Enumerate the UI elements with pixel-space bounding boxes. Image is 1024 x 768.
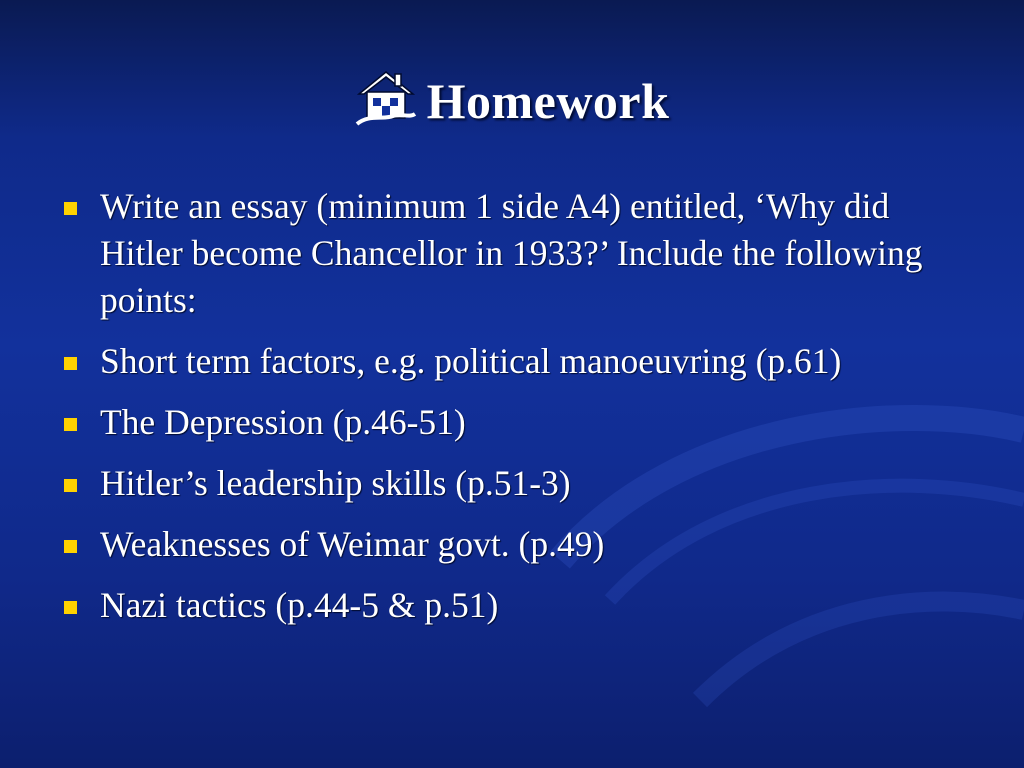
bullet-text: Weaknesses of Weimar govt. (p.49) xyxy=(100,524,605,564)
square-bullet-icon xyxy=(64,479,77,492)
bullet-text: Write an essay (minimum 1 side A4) entitled, ‘Why did Hitler become Chancellor in 1933?’ Include the following points: xyxy=(100,186,923,320)
square-bullet-icon xyxy=(64,202,77,215)
slide-title-text: Homework xyxy=(426,73,670,129)
bullet-item xyxy=(62,460,962,507)
bullet-text: The Depression (p.46-51) xyxy=(100,402,466,442)
bullet-item xyxy=(62,521,962,568)
house-icon xyxy=(355,66,417,126)
bullet-item xyxy=(62,183,962,324)
square-bullet-icon xyxy=(64,357,77,370)
square-bullet-icon xyxy=(64,601,77,614)
bullet-item xyxy=(62,582,962,629)
slide-title xyxy=(0,66,1024,130)
bullet-list xyxy=(62,183,962,643)
bullet-text: Short term factors, e.g. political manoeuvring (p.61) xyxy=(100,341,842,381)
bullet-item xyxy=(62,399,962,446)
bullet-text: Nazi tactics (p.44-5 & p.51) xyxy=(100,585,499,625)
bullet-text: Hitler’s leadership skills (p.51-3) xyxy=(100,463,571,503)
square-bullet-icon xyxy=(64,540,77,553)
bullet-item xyxy=(62,338,962,385)
square-bullet-icon xyxy=(64,418,77,431)
